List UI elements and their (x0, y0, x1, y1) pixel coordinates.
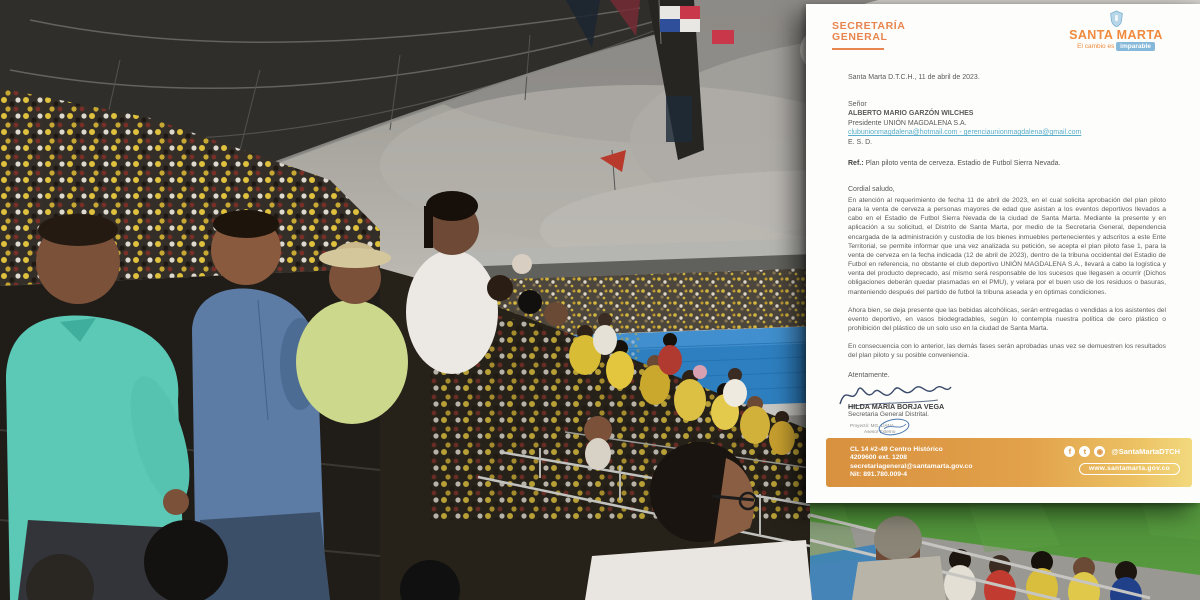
address-line: CL 14 #2-49 Centro Histórico (850, 446, 943, 453)
crest-icon (1109, 10, 1124, 27)
recipient-name: ALBERTO MARIO GARZÓN WILCHES (848, 110, 974, 118)
santa-marta-logo (1058, 10, 1174, 50)
paragraph: Ahora bien, se deja presente que las bebidas alcohólicas, serán entregadas o vendidas a los asistentes del evento deportivo, en vasos biodegradables, según lo contempla nuestra política de cero plástico o prohibición del plástico de un solo uso en la ciudad de Santa Marta. (848, 306, 1166, 333)
footer-email: secretariageneral@santamarta.gov.co (850, 462, 973, 470)
signer-name: HILDA MARÍA BORJA VEGA (848, 402, 945, 411)
drafted-by-text: Proyectó: MG. LIANA (850, 423, 894, 428)
paragraph: En atención al requerimiento de fecha 11 de abril de 2023, en el cual solicita aprobación del plan piloto para la venta de cerveza a personas mayores de edad que asistan a los eventos deportivos llevados a cabo en el Estadio de Futbol Sierra Nevada de la ciudad de Santa Marta. Mediante la presente y en aplicación a su solicitud, el Distrito de Santa Marta, por medio de la Secretaria General, dependencia encargada de la administración y custodia de los bienes inmuebles pertenecientes y adscritos a este Ente Territorial, se permite informar que una vez analizada su petición, se acepta el plan piloto fase 1, para la venta de cerveza en la fecha indicada (12 de abril de 2023), dentro de la tribuna occidental del Estadio de Futbol en referencia, no obstante el club deportivo UNIÓN MAGDALENA S.A., llevará a cabo la logística y venta del producto deprecado, así mismo será responsable de los sucesos que llegasen a ocurrir (Dichos obligaciones deberán quedar plasmadas en el PMU), y velara por el buen uso de los residuos o basuras, manteniendo después del partido de futbol la tribuna aseada y en óptimas condiciones. (848, 197, 1166, 296)
department-title (832, 21, 905, 50)
reference-line (848, 160, 1166, 167)
tagline-badge: imparable (1116, 42, 1155, 51)
website-pill: www.santamarta.gov.co (1079, 463, 1180, 475)
dept-line1: SECRETARÍA (832, 20, 906, 32)
recipient-block (848, 100, 1081, 147)
drafted-role-text: Asesor Externo (864, 428, 896, 434)
paragraph: En consecuencia con lo anterior, las demás fases serán aprobadas unas vez se demuestren los resultados del plan piloto y su posible conveniencia. (848, 343, 1166, 360)
salutation: Señor (848, 101, 867, 108)
twitter-icon: t (1079, 446, 1090, 457)
letter-body (848, 196, 1166, 370)
closing: Atentamente. (848, 372, 890, 379)
brand-tagline (1058, 43, 1174, 50)
ref-text: Plan piloto venta de cerveza. Estadio de Futbol Sierra Nevada. (865, 160, 1061, 167)
dept-line2: GENERAL (832, 31, 888, 43)
phone-line: 4209600 ext. 1208 (850, 454, 908, 462)
divider (832, 48, 884, 50)
nit-line: Nit: 891.780.009-4 (850, 471, 908, 479)
facebook-icon: f (1064, 446, 1075, 457)
greeting: Cordial saludo, (848, 186, 895, 193)
esd-line: E. S. D. (848, 138, 873, 146)
letter-footer (826, 438, 1192, 487)
contact-block (850, 446, 972, 480)
letter-document (806, 4, 1200, 503)
instagram-icon: ◉ (1094, 446, 1105, 457)
social-handle: @SantaMartaDTCH (1111, 447, 1180, 456)
brand-name: SANTA MARTA (1069, 28, 1163, 42)
signer-title: Secretaria General Distrital. (848, 411, 929, 418)
recipient-title: Presidente UNIÓN MAGDALENA S.A. (848, 119, 967, 127)
initials-stamp (876, 417, 912, 437)
ref-label: Ref.: (848, 160, 864, 167)
email-link[interactable]: clubunionmagdalena@hotmail.com - gerenciaunionmagdalena@gmail.com (848, 129, 1082, 137)
social-block (1064, 446, 1180, 475)
letter-date: Santa Marta D.T.C.H., 11 de abril de 2023. (848, 74, 980, 81)
straw-hat (319, 248, 391, 268)
tagline-prefix: El cambio es (1077, 43, 1115, 50)
